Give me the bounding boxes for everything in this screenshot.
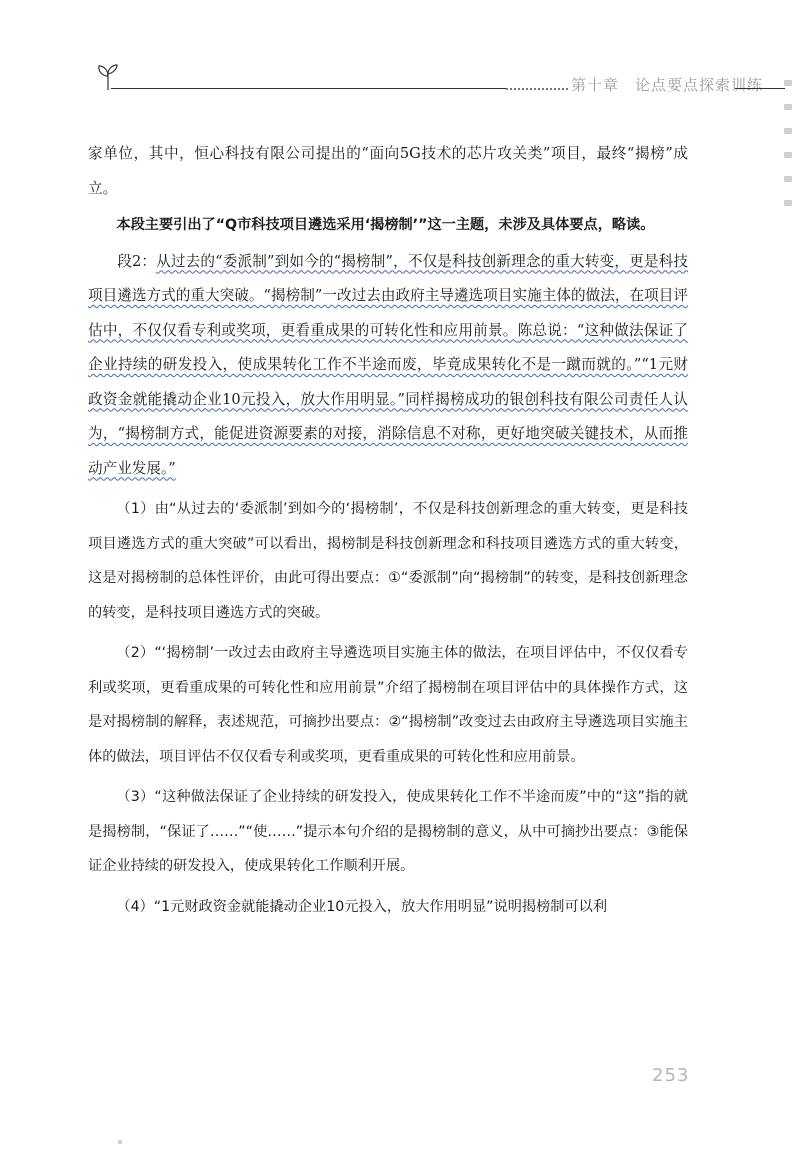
page-edge-marks	[778, 80, 796, 240]
analysis-point-1: （1）由“从过去的‘委派制’到如今的‘揭榜制’，不仅是科技创新理念的重大转变，更是科技项目遴选方式的重大突破”可以看出，揭榜制是科技创新理念和科技项目遴选方式的重大转变，这是对揭榜制的总体性评价，由此可得出要点：①“委派制”向“揭榜制”的转变，是科技创新理念的转变，是科技项目遴选方式的突破。	[88, 501, 688, 621]
header-rule	[111, 88, 506, 89]
page-number: 253	[652, 1065, 690, 1086]
source-paragraph-2	[88, 245, 688, 487]
continuation-paragraph: 家单位，其中，恒心科技有限公司提出的“面向5G技术的芯片攻关类”项目，最终“揭榜”成立。	[88, 145, 688, 197]
underlined-sentence-5: 同样揭榜成功的银创科技有限公司责任人认为，“揭榜制方式，能促进资源要素的对接，消除信息不对称，更好地突破关键技术，从而推动产业发展。”	[88, 390, 688, 477]
paragraph-label: 段2：	[117, 252, 157, 270]
running-header	[95, 60, 785, 100]
header-dotted-rule	[506, 88, 568, 90]
underlined-sentence-4: “1元财政资金就能撬动企业10元投入，放大作用明显。”	[88, 356, 688, 408]
underlined-sentence-2: “揭榜制”一改过去由政府主导遴选项目实施主体的做法，在项目评估中，不仅仅看专利或奖项，更看重成果的可转化性和应用前景。	[88, 287, 688, 339]
analysis-point-3: （3）“这种做法保证了企业持续的研发投入，使成果转化工作不半途而废”中的“这”指的就是揭榜制，“保证了……”“使……”提示本句介绍的是揭榜制的意义，从中可摘抄出要点：③能保证企业持续的研发投入，使成果转化工作顺利开展。	[88, 789, 688, 874]
scan-mark	[118, 1140, 122, 1144]
page-body	[88, 137, 688, 924]
analysis-point-2: （2）“‘揭榜制’一改过去由政府主导遴选项目实施主体的做法，在项目评估中，不仅仅看专利或奖项，更看重成果的可转化性和应用前景”介绍了揭榜制在项目评估中的具体操作方式，这是对揭榜制的解释，表述规范，可摘抄出要点：②“揭榜制”改变过去由政府主导遴选项目实施主体的做法，项目评估不仅仅看专利或奖项，更看重成果的可转化性和应用前景。	[88, 645, 688, 765]
underlined-sentence-1: 从过去的“委派制”到如今的“揭榜制”，不仅是科技创新理念的重大转变，更是科技项目遴选方式的重大突破。	[88, 252, 688, 304]
underlined-sentence-3: 陈总说：“这种做法保证了企业持续的研发投入，使成果转化工作不半途而废，毕竟成果转化不是一蹴而就的。”	[88, 321, 688, 373]
chapter-title: 第十章 论点要点探索训练	[571, 76, 764, 94]
summary-note: 本段主要引出了“Q市科技项目遴选采用‘揭榜制’”这一主题，未涉及具体要点，略读。	[116, 217, 655, 233]
analysis-point-4: （4）“1元财政资金就能撬动企业10元投入，放大作用明显”说明揭榜制可以利	[116, 898, 608, 915]
